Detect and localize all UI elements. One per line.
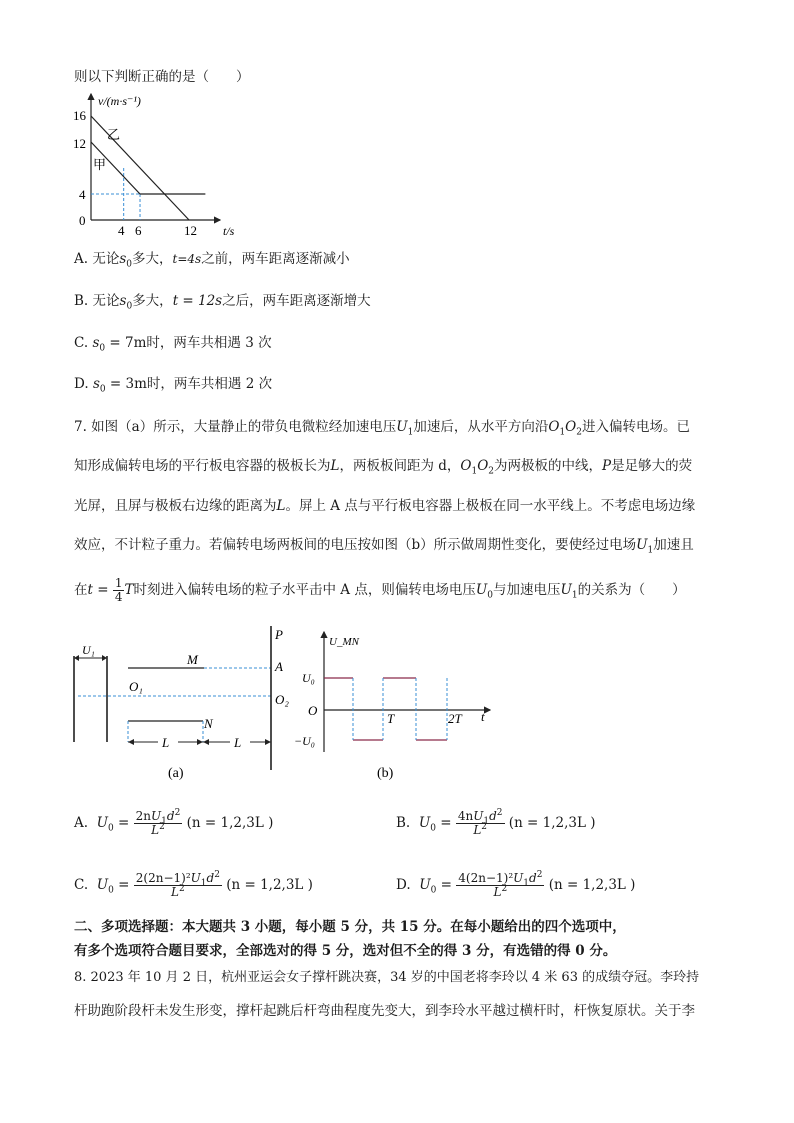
q7-line-5: 在t = $\frac{1}{4}$ T时刻进入偏转电场的粒子水平击中 A 点，则偏转电场电压$U_0$与加速电压$U_1$的关系为（ ）	[74, 576, 686, 604]
q7-line-1: 7. 如图（a）所示，大量静止的带负电微粒经加速电压$U_1$加速后，从水平方向沿$O_1O_2$进入偏转电场。已	[74, 419, 690, 438]
q7-option-c[interactable]: C. $U_0$ = $\frac{2(2n-1)^2U_1d^2}{L^2}$ (n = 1,2,3L )	[74, 870, 313, 899]
fig-b-label-taxis: t	[481, 709, 485, 724]
fig-a-label-o2: O₂	[275, 692, 289, 707]
q6-option-a[interactable]: A. 无论$s_0$多大，t=4s之前，两车距离逐渐减小	[74, 251, 350, 270]
q8-line-2: 杆助跑阶段杆未发生形变，撑杆起跳后杆弯曲程度先变大，到李玲水平越过横杆时，杆恢复原状。关于李	[74, 1003, 695, 1019]
vt-series-yi-label: 乙	[107, 127, 121, 142]
vt-ytick-16: 16	[73, 108, 86, 123]
section2-heading-line-2: 有多个选项符合题目要求，全部选对的得 5 分，选对但不全的得 3 分，有选错的得 0 分。	[74, 943, 617, 959]
q7-option-a[interactable]: A. $U_0$ = $\frac{2nU_1d^2}{L^2}$ (n = 1,2,3L )	[74, 808, 274, 837]
fig-b-square-wave	[324, 678, 447, 740]
vt-series-jia-line	[91, 142, 205, 194]
fig-b-label-u0: U₀	[302, 671, 315, 685]
q6-option-b[interactable]: B. 无论$s_0$多大，t = 12s之后，两车距离逐渐增大	[74, 293, 371, 312]
vt-xtick-4: 4	[118, 223, 125, 238]
fig-a-label-n: N	[204, 716, 213, 731]
fig-a-label-u1: U₁	[82, 643, 95, 657]
vt-ytick-4: 4	[79, 187, 86, 202]
q7-line-3: 光屏，且屏与极板右边缘的距离为L。屏上 A 点与平行板电容器上极板在同一水平线上。不考虑电场边缘	[74, 498, 696, 514]
section2-heading-line-1: 二、多项选择题：本大题共 3 小题，每小题 5 分，共 15 分。在每小题给出的四个选项中，	[74, 919, 626, 935]
fig-a-label-p: P	[275, 627, 283, 642]
fig-b-label-2t: 2T	[448, 711, 462, 726]
fig-b-label-o: O	[308, 703, 318, 718]
vt-xtick-12: 12	[184, 223, 197, 238]
vt-y-axis-label: v/(m·s⁻¹)	[98, 94, 141, 108]
q6-question-line: 则以下判断正确的是（ ）	[74, 69, 250, 85]
fig-a-label-o1: O₁	[129, 679, 143, 694]
q7-option-d[interactable]: D. $U_0$ = $\frac{4(2n-1)^2U_1d^2}{L^2}$ (n = 1,2,3L )	[396, 870, 636, 899]
q6-option-c[interactable]: C. $s_0 = 7m$时，两车共相遇 3 次	[74, 335, 272, 354]
q7-figure-a	[66, 624, 306, 784]
q7-line-2: 知形成偏转电场的平行板电容器的极板长为L，两板板间距为 d，$O_1O_2$为两极板的中线，P是足够大的荧	[74, 458, 693, 477]
q7-line-4: 效应，不计粒子重力。若偏转电场两板间的电压按如图（b）所示做周期性变化，要使经过电场$U_1$加速且	[74, 537, 694, 556]
fig-b-dashed-edges	[353, 678, 447, 740]
fig-a-label-m: M	[187, 652, 198, 667]
fig-a-label-l1: L	[162, 735, 170, 750]
vt-series-jia-label: 甲	[93, 157, 107, 172]
fig-a-label-a: A	[275, 659, 283, 674]
vt-chart	[60, 88, 260, 240]
vt-ytick-12: 12	[73, 136, 86, 151]
fig-b-label-neg-u0: −U₀	[294, 734, 315, 748]
vt-x-axis-label: t/s	[223, 224, 235, 238]
fig-b-caption: (b)	[377, 766, 394, 781]
fig-a-label-l2: L	[234, 735, 242, 750]
fig-b-label-umn: U_MN	[329, 636, 359, 648]
vt-xtick-6: 6	[135, 223, 142, 238]
vt-ytick-0: 0	[79, 213, 86, 228]
q8-line-1: 8. 2023 年 10 月 2 日，杭州亚运会女子撑杆跳决赛，34 岁的中国老将李玲以 4 米 63 的成绩夺冠。李玲持	[74, 970, 700, 985]
q7-option-b[interactable]: B. $U_0$ = $\frac{4nU_1d^2}{L^2}$ (n = 1,2,3L )	[396, 808, 596, 837]
fig-b-label-t: T	[387, 711, 395, 726]
fig-a-caption: (a)	[168, 766, 184, 781]
q7-figure-b	[292, 628, 502, 784]
q6-option-d[interactable]: D. $s_0 = 3m$时，两车共相遇 2 次	[74, 376, 273, 395]
